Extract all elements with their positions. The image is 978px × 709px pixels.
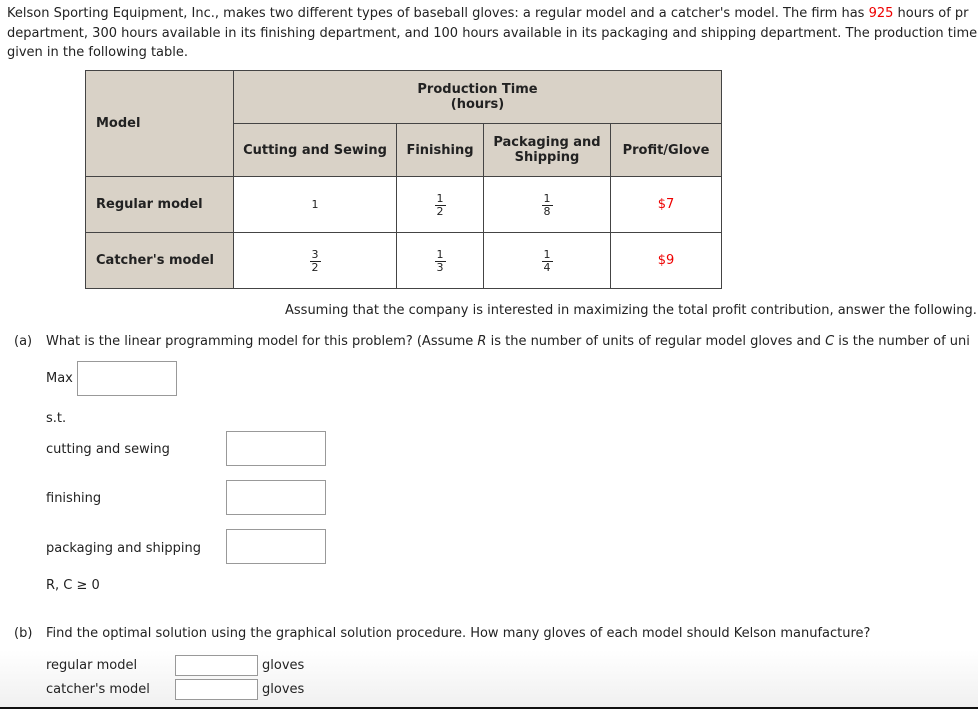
denominator: 8 (543, 205, 551, 218)
catchers-model-input[interactable] (175, 679, 258, 700)
bottom-shade (0, 650, 978, 707)
part-b-question: Find the optimal solution using the graphical solution procedure. How many gloves of each model should Kelson manufacture? (46, 626, 871, 641)
max-label: Max (46, 371, 73, 386)
numerator: 1 (436, 248, 444, 261)
q-text: What is the linear programming model for this problem? (Assume (46, 334, 478, 349)
assumption-text: Assuming that the company is interested in maximizing the total profit contribution, answer the following. (285, 303, 977, 318)
col-finishing: Finishing (397, 124, 484, 177)
cell-packaging (484, 177, 611, 233)
intro-text: hours of pr (893, 6, 969, 21)
constraint-label-cutting: cutting and sewing (46, 442, 170, 457)
table-row (86, 177, 722, 233)
denominator: 2 (311, 261, 319, 274)
cell-finishing (397, 177, 484, 233)
col-cutting: Cutting and Sewing (234, 124, 397, 177)
row-model: Regular model (86, 177, 234, 233)
nonnegativity: R, C ≥ 0 (46, 578, 100, 593)
part-a-label: (a) (14, 334, 33, 349)
denominator: 4 (543, 261, 551, 274)
cutting-hours: 925 (868, 6, 894, 21)
intro-text: department, 300 hours available in its finishing department, and 100 hours available in its packaging and shipping department. The production time (7, 25, 978, 41)
intro-text: Kelson Sporting Equipment, Inc., makes two different types of baseball gloves: a regular model and a catcher's model. The firm has (7, 6, 869, 21)
row-model: Catcher's model (86, 233, 234, 289)
cell-profit: $9 (611, 233, 722, 289)
unit-gloves: gloves (262, 682, 305, 697)
numerator: 1 (543, 248, 551, 261)
st-label: s.t. (46, 411, 67, 426)
header-line: (hours) (450, 97, 505, 112)
model-header: Model (86, 71, 234, 177)
numerator: 1 (543, 192, 551, 205)
var-r: R (477, 334, 487, 349)
table-row (86, 233, 722, 289)
header-line: Packaging and (493, 135, 601, 150)
production-time-header (234, 71, 722, 124)
intro-text: given in the following table. (7, 45, 189, 60)
regular-model-input[interactable] (175, 655, 258, 676)
unit-gloves: gloves (262, 658, 305, 673)
denominator: 2 (436, 205, 444, 218)
problem-intro (7, 4, 977, 63)
objective-input[interactable] (77, 361, 177, 396)
denominator: 3 (436, 261, 444, 274)
constraint-label-packaging: packaging and shipping (46, 541, 201, 556)
part-b-label: (b) (14, 626, 33, 641)
catchers-model-label: catcher's model (46, 682, 150, 697)
q-text: is the number of uni (834, 334, 970, 349)
numerator: 1 (436, 192, 444, 205)
header-line: Shipping (514, 150, 580, 165)
cell-cutting: 1 (234, 177, 397, 233)
q-text: is the number of units of regular model gloves and (486, 334, 826, 349)
cell-finishing (397, 233, 484, 289)
numerator: 3 (311, 248, 319, 261)
cell-packaging (484, 233, 611, 289)
production-table (85, 70, 722, 289)
col-profit: Profit/Glove (611, 124, 722, 177)
var-c: C (825, 334, 835, 349)
part-a-question (46, 334, 970, 349)
finishing-constraint-input[interactable] (226, 480, 326, 515)
regular-model-label: regular model (46, 658, 138, 673)
packaging-constraint-input[interactable] (226, 529, 326, 564)
col-packaging (484, 124, 611, 177)
cutting-constraint-input[interactable] (226, 431, 326, 466)
header-line: Production Time (417, 82, 538, 97)
cell-cutting (234, 233, 397, 289)
cell-profit: $7 (611, 177, 722, 233)
constraint-label-finishing: finishing (46, 491, 102, 506)
